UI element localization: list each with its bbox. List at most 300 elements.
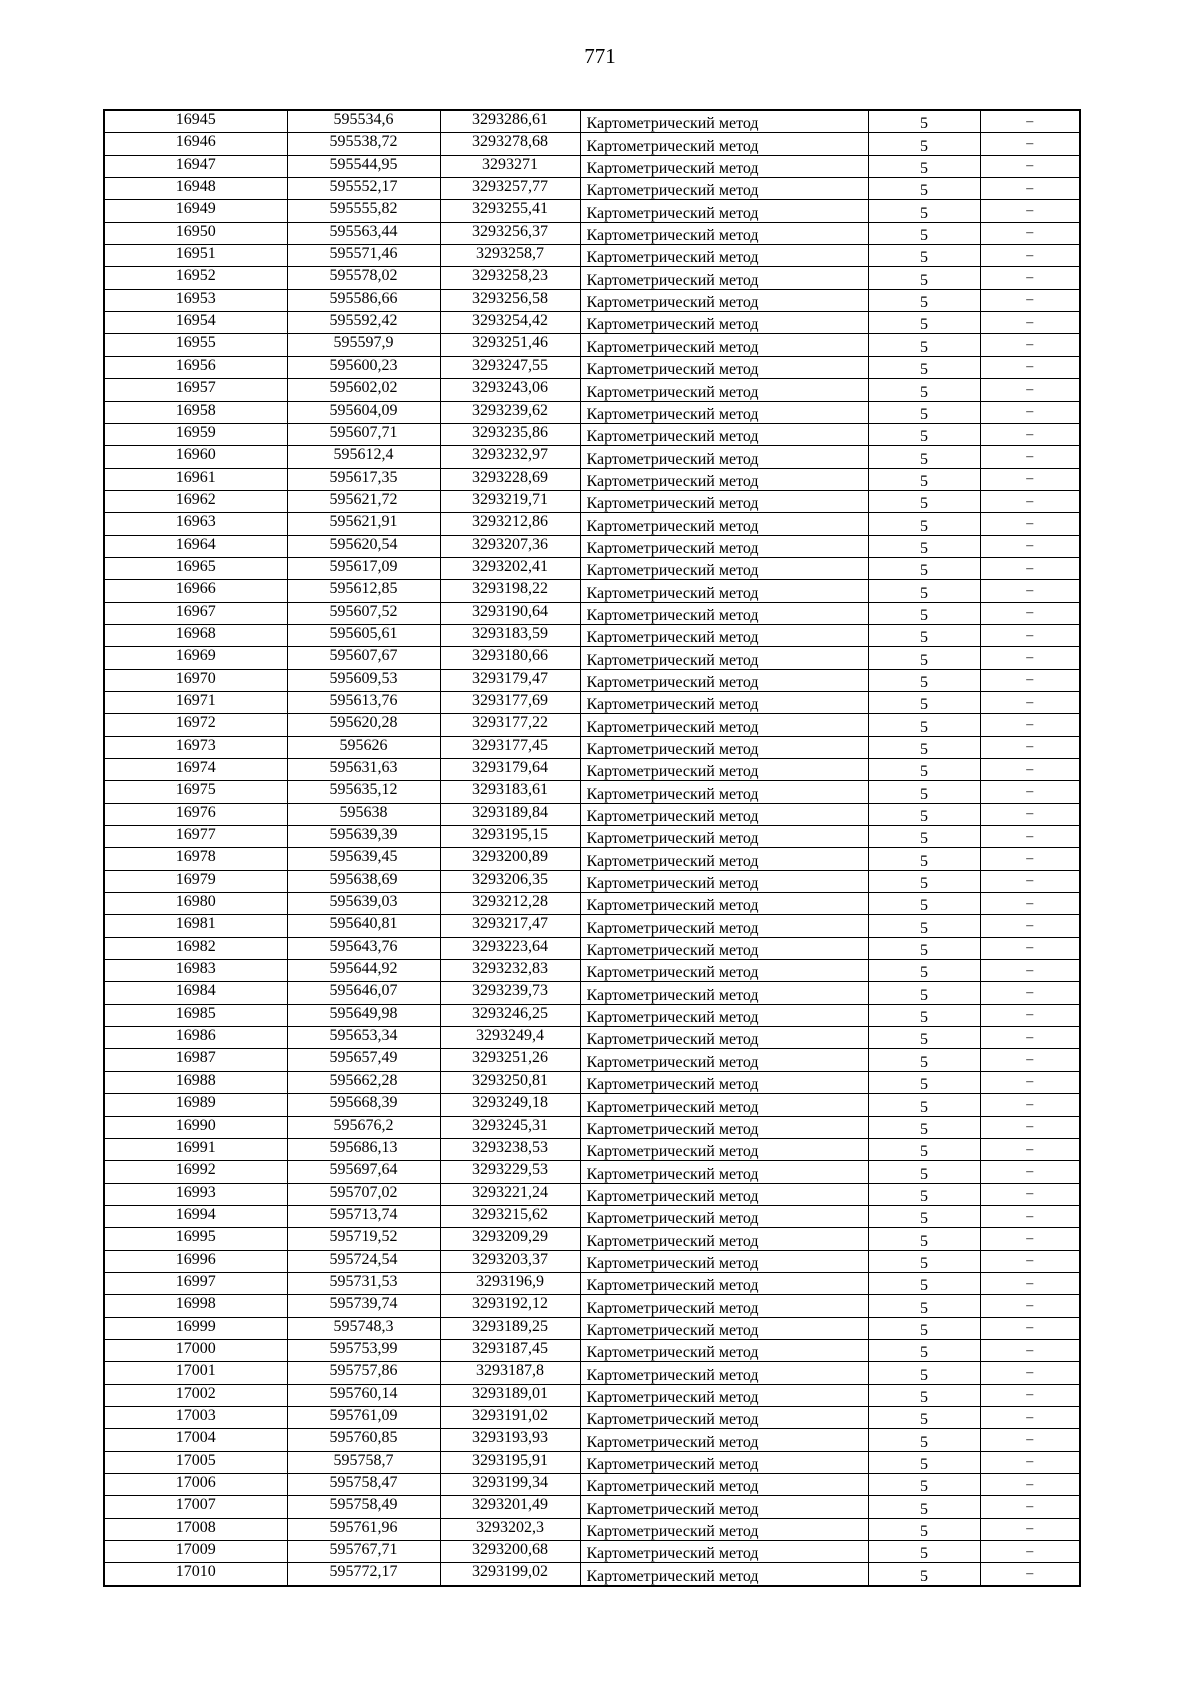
page-number: 771 xyxy=(584,44,616,68)
method-cell: Картометрический метод xyxy=(580,312,868,334)
accuracy-cell: 5 xyxy=(868,759,980,781)
method-cell: Картометрический метод xyxy=(580,245,868,267)
point-number-cell: 17005 xyxy=(104,1451,287,1473)
x-coordinate-cell: 595626 xyxy=(287,736,440,758)
x-coordinate-cell: 595772,17 xyxy=(287,1563,440,1586)
y-coordinate-cell: 3293209,29 xyxy=(440,1228,580,1250)
accuracy-cell: 5 xyxy=(868,1317,980,1339)
note-cell: – xyxy=(980,1317,1080,1339)
point-number-cell: 17009 xyxy=(104,1541,287,1563)
accuracy-cell: 5 xyxy=(868,848,980,870)
method-cell: Картометрический метод xyxy=(580,1094,868,1116)
accuracy-cell: 5 xyxy=(868,1518,980,1540)
y-coordinate-cell: 3293228,69 xyxy=(440,468,580,490)
method-cell: Картометрический метод xyxy=(580,468,868,490)
y-coordinate-cell: 3293177,22 xyxy=(440,714,580,736)
method-cell: Картометрический метод xyxy=(580,1161,868,1183)
point-number-cell: 16949 xyxy=(104,200,287,222)
accuracy-cell: 5 xyxy=(868,1384,980,1406)
x-coordinate-cell: 595758,49 xyxy=(287,1496,440,1518)
point-number-cell: 17003 xyxy=(104,1406,287,1428)
table-row xyxy=(104,624,1080,646)
accuracy-cell: 5 xyxy=(868,1496,980,1518)
note-cell: – xyxy=(980,1004,1080,1026)
note-cell: – xyxy=(980,1116,1080,1138)
point-number-cell: 16962 xyxy=(104,490,287,512)
note-cell: – xyxy=(980,557,1080,579)
method-cell: Картометрический метод xyxy=(580,1384,868,1406)
x-coordinate-cell: 595758,47 xyxy=(287,1474,440,1496)
x-coordinate-cell: 595676,2 xyxy=(287,1116,440,1138)
table-row xyxy=(104,893,1080,915)
note-cell: – xyxy=(980,691,1080,713)
note-cell: – xyxy=(980,624,1080,646)
accuracy-cell: 5 xyxy=(868,1228,980,1250)
method-cell: Картометрический метод xyxy=(580,602,868,624)
method-cell: Картометрический метод xyxy=(580,1362,868,1384)
y-coordinate-cell: 3293251,46 xyxy=(440,334,580,356)
note-cell: – xyxy=(980,669,1080,691)
note-cell: – xyxy=(980,1272,1080,1294)
note-cell: – xyxy=(980,1451,1080,1473)
method-cell: Картометрический метод xyxy=(580,1339,868,1361)
method-cell: Картометрический метод xyxy=(580,893,868,915)
point-number-cell: 16982 xyxy=(104,937,287,959)
note-cell: – xyxy=(980,759,1080,781)
note-cell: – xyxy=(980,513,1080,535)
accuracy-cell: 5 xyxy=(868,1004,980,1026)
y-coordinate-cell: 3293183,61 xyxy=(440,781,580,803)
y-coordinate-cell: 3293243,06 xyxy=(440,379,580,401)
method-cell: Картометрический метод xyxy=(580,1027,868,1049)
method-cell: Картометрический метод xyxy=(580,736,868,758)
x-coordinate-cell: 595571,46 xyxy=(287,245,440,267)
table-row xyxy=(104,557,1080,579)
point-number-cell: 16979 xyxy=(104,870,287,892)
note-cell: – xyxy=(980,848,1080,870)
y-coordinate-cell: 3293189,84 xyxy=(440,803,580,825)
accuracy-cell: 5 xyxy=(868,289,980,311)
x-coordinate-cell: 595638 xyxy=(287,803,440,825)
point-number-cell: 16987 xyxy=(104,1049,287,1071)
table-row xyxy=(104,1228,1080,1250)
table-row xyxy=(104,580,1080,602)
x-coordinate-cell: 595607,71 xyxy=(287,423,440,445)
point-number-cell: 16967 xyxy=(104,602,287,624)
method-cell: Картометрический метод xyxy=(580,267,868,289)
accuracy-cell: 5 xyxy=(868,602,980,624)
note-cell: – xyxy=(980,1339,1080,1361)
point-number-cell: 16954 xyxy=(104,312,287,334)
method-cell: Картометрический метод xyxy=(580,580,868,602)
x-coordinate-cell: 595760,85 xyxy=(287,1429,440,1451)
method-cell: Картометрический метод xyxy=(580,1049,868,1071)
y-coordinate-cell: 3293246,25 xyxy=(440,1004,580,1026)
table-row xyxy=(104,423,1080,445)
method-cell: Картометрический метод xyxy=(580,133,868,155)
method-cell: Картометрический метод xyxy=(580,1451,868,1473)
accuracy-cell: 5 xyxy=(868,1474,980,1496)
note-cell: – xyxy=(980,1183,1080,1205)
note-cell: – xyxy=(980,356,1080,378)
method-cell: Картометрический метод xyxy=(580,1406,868,1428)
accuracy-cell: 5 xyxy=(868,647,980,669)
method-cell: Картометрический метод xyxy=(580,513,868,535)
note-cell: – xyxy=(980,1429,1080,1451)
x-coordinate-cell: 595604,09 xyxy=(287,401,440,423)
accuracy-cell: 5 xyxy=(868,401,980,423)
x-coordinate-cell: 595552,17 xyxy=(287,178,440,200)
table-row xyxy=(104,1362,1080,1384)
y-coordinate-cell: 3293189,25 xyxy=(440,1317,580,1339)
y-coordinate-cell: 3293200,89 xyxy=(440,848,580,870)
table-row xyxy=(104,848,1080,870)
x-coordinate-cell: 595760,14 xyxy=(287,1384,440,1406)
table-row xyxy=(104,669,1080,691)
y-coordinate-cell: 3293187,8 xyxy=(440,1362,580,1384)
x-coordinate-cell: 595757,86 xyxy=(287,1362,440,1384)
note-cell: – xyxy=(980,1474,1080,1496)
table-row xyxy=(104,759,1080,781)
note-cell: – xyxy=(980,1541,1080,1563)
y-coordinate-cell: 3293219,71 xyxy=(440,490,580,512)
y-coordinate-cell: 3293191,02 xyxy=(440,1406,580,1428)
table-row xyxy=(104,1094,1080,1116)
x-coordinate-cell: 595649,98 xyxy=(287,1004,440,1026)
y-coordinate-cell: 3293189,01 xyxy=(440,1384,580,1406)
point-number-cell: 16981 xyxy=(104,915,287,937)
table-row xyxy=(104,178,1080,200)
x-coordinate-cell: 595592,42 xyxy=(287,312,440,334)
note-cell: – xyxy=(980,1250,1080,1272)
table-row xyxy=(104,826,1080,848)
note-cell: – xyxy=(980,312,1080,334)
x-coordinate-cell: 595758,7 xyxy=(287,1451,440,1473)
accuracy-cell: 5 xyxy=(868,1138,980,1160)
accuracy-cell: 5 xyxy=(868,379,980,401)
point-number-cell: 16974 xyxy=(104,759,287,781)
note-cell: – xyxy=(980,401,1080,423)
note-cell: – xyxy=(980,155,1080,177)
y-coordinate-cell: 3293286,61 xyxy=(440,110,580,133)
y-coordinate-cell: 3293206,35 xyxy=(440,870,580,892)
point-number-cell: 16959 xyxy=(104,423,287,445)
point-number-cell: 16946 xyxy=(104,133,287,155)
x-coordinate-cell: 595731,53 xyxy=(287,1272,440,1294)
method-cell: Картометрический метод xyxy=(580,1205,868,1227)
note-cell: – xyxy=(980,1205,1080,1227)
accuracy-cell: 5 xyxy=(868,624,980,646)
note-cell: – xyxy=(980,289,1080,311)
method-cell: Картометрический метод xyxy=(580,222,868,244)
note-cell: – xyxy=(980,1406,1080,1428)
note-cell: – xyxy=(980,1496,1080,1518)
y-coordinate-cell: 3293239,73 xyxy=(440,982,580,1004)
note-cell: – xyxy=(980,1094,1080,1116)
table-row xyxy=(104,647,1080,669)
table-row xyxy=(104,602,1080,624)
table-row xyxy=(104,1250,1080,1272)
accuracy-cell: 5 xyxy=(868,714,980,736)
point-number-cell: 16985 xyxy=(104,1004,287,1026)
x-coordinate-cell: 595739,74 xyxy=(287,1295,440,1317)
table-row xyxy=(104,110,1080,133)
point-number-cell: 16975 xyxy=(104,781,287,803)
note-cell: – xyxy=(980,110,1080,133)
accuracy-cell: 5 xyxy=(868,803,980,825)
method-cell: Картометрический метод xyxy=(580,423,868,445)
accuracy-cell: 5 xyxy=(868,915,980,937)
y-coordinate-cell: 3293255,41 xyxy=(440,200,580,222)
method-cell: Картометрический метод xyxy=(580,960,868,982)
point-number-cell: 16978 xyxy=(104,848,287,870)
y-coordinate-cell: 3293232,97 xyxy=(440,446,580,468)
y-coordinate-cell: 3293207,36 xyxy=(440,535,580,557)
note-cell: – xyxy=(980,334,1080,356)
y-coordinate-cell: 3293183,59 xyxy=(440,624,580,646)
method-cell: Картометрический метод xyxy=(580,1183,868,1205)
method-cell: Картометрический метод xyxy=(580,557,868,579)
table-row xyxy=(104,1496,1080,1518)
y-coordinate-cell: 3293203,37 xyxy=(440,1250,580,1272)
x-coordinate-cell: 595534,6 xyxy=(287,110,440,133)
y-coordinate-cell: 3293223,64 xyxy=(440,937,580,959)
note-cell: – xyxy=(980,960,1080,982)
point-number-cell: 16980 xyxy=(104,893,287,915)
method-cell: Картометрический метод xyxy=(580,803,868,825)
accuracy-cell: 5 xyxy=(868,423,980,445)
x-coordinate-cell: 595602,02 xyxy=(287,379,440,401)
table-row xyxy=(104,1071,1080,1093)
accuracy-cell: 5 xyxy=(868,1071,980,1093)
x-coordinate-cell: 595631,63 xyxy=(287,759,440,781)
point-number-cell: 16966 xyxy=(104,580,287,602)
table-row xyxy=(104,1474,1080,1496)
x-coordinate-cell: 595719,52 xyxy=(287,1228,440,1250)
y-coordinate-cell: 3293251,26 xyxy=(440,1049,580,1071)
point-number-cell: 17004 xyxy=(104,1429,287,1451)
y-coordinate-cell: 3293199,02 xyxy=(440,1563,580,1586)
y-coordinate-cell: 3293249,4 xyxy=(440,1027,580,1049)
x-coordinate-cell: 595653,34 xyxy=(287,1027,440,1049)
point-number-cell: 16973 xyxy=(104,736,287,758)
method-cell: Картометрический метод xyxy=(580,915,868,937)
x-coordinate-cell: 595639,45 xyxy=(287,848,440,870)
table-row xyxy=(104,1004,1080,1026)
y-coordinate-cell: 3293198,22 xyxy=(440,580,580,602)
method-cell: Картометрический метод xyxy=(580,1272,868,1294)
accuracy-cell: 5 xyxy=(868,1049,980,1071)
point-number-cell: 17006 xyxy=(104,1474,287,1496)
y-coordinate-cell: 3293192,12 xyxy=(440,1295,580,1317)
table-row xyxy=(104,982,1080,1004)
table-row xyxy=(104,267,1080,289)
point-number-cell: 16968 xyxy=(104,624,287,646)
table-row xyxy=(104,781,1080,803)
point-number-cell: 16986 xyxy=(104,1027,287,1049)
method-cell: Картометрический метод xyxy=(580,178,868,200)
accuracy-cell: 5 xyxy=(868,1272,980,1294)
table-row xyxy=(104,714,1080,736)
method-cell: Картометрический метод xyxy=(580,535,868,557)
x-coordinate-cell: 595686,13 xyxy=(287,1138,440,1160)
point-number-cell: 16955 xyxy=(104,334,287,356)
accuracy-cell: 5 xyxy=(868,535,980,557)
y-coordinate-cell: 3293180,66 xyxy=(440,647,580,669)
table-row xyxy=(104,1295,1080,1317)
accuracy-cell: 5 xyxy=(868,200,980,222)
y-coordinate-cell: 3293193,93 xyxy=(440,1429,580,1451)
x-coordinate-cell: 595597,9 xyxy=(287,334,440,356)
table-row xyxy=(104,289,1080,311)
method-cell: Картометрический метод xyxy=(580,691,868,713)
x-coordinate-cell: 595767,71 xyxy=(287,1541,440,1563)
method-cell: Картометрический метод xyxy=(580,1541,868,1563)
table-row xyxy=(104,1205,1080,1227)
x-coordinate-cell: 595761,96 xyxy=(287,1518,440,1540)
point-number-cell: 17008 xyxy=(104,1518,287,1540)
table-row xyxy=(104,1339,1080,1361)
x-coordinate-cell: 595753,99 xyxy=(287,1339,440,1361)
method-cell: Картометрический метод xyxy=(580,647,868,669)
point-number-cell: 16951 xyxy=(104,245,287,267)
note-cell: – xyxy=(980,423,1080,445)
accuracy-cell: 5 xyxy=(868,468,980,490)
accuracy-cell: 5 xyxy=(868,312,980,334)
table-row xyxy=(104,736,1080,758)
note-cell: – xyxy=(980,1027,1080,1049)
note-cell: – xyxy=(980,937,1080,959)
table-row xyxy=(104,1563,1080,1586)
x-coordinate-cell: 595646,07 xyxy=(287,982,440,1004)
method-cell: Картометрический метод xyxy=(580,1295,868,1317)
note-cell: – xyxy=(980,1161,1080,1183)
method-cell: Картометрический метод xyxy=(580,759,868,781)
table-row xyxy=(104,1272,1080,1294)
accuracy-cell: 5 xyxy=(868,580,980,602)
accuracy-cell: 5 xyxy=(868,1339,980,1361)
accuracy-cell: 5 xyxy=(868,1406,980,1428)
y-coordinate-cell: 3293245,31 xyxy=(440,1116,580,1138)
table-row xyxy=(104,401,1080,423)
method-cell: Картометрический метод xyxy=(580,1496,868,1518)
point-number-cell: 16976 xyxy=(104,803,287,825)
table-row xyxy=(104,870,1080,892)
method-cell: Картометрический метод xyxy=(580,1004,868,1026)
accuracy-cell: 5 xyxy=(868,982,980,1004)
y-coordinate-cell: 3293187,45 xyxy=(440,1339,580,1361)
y-coordinate-cell: 3293212,86 xyxy=(440,513,580,535)
point-number-cell: 17010 xyxy=(104,1563,287,1586)
table-row xyxy=(104,1049,1080,1071)
method-cell: Картометрический метод xyxy=(580,334,868,356)
point-number-cell: 16984 xyxy=(104,982,287,1004)
note-cell: – xyxy=(980,1384,1080,1406)
accuracy-cell: 5 xyxy=(868,669,980,691)
point-number-cell: 16956 xyxy=(104,356,287,378)
y-coordinate-cell: 3293177,45 xyxy=(440,736,580,758)
x-coordinate-cell: 595612,4 xyxy=(287,446,440,468)
x-coordinate-cell: 595607,52 xyxy=(287,602,440,624)
table-row xyxy=(104,356,1080,378)
point-number-cell: 16971 xyxy=(104,691,287,713)
y-coordinate-cell: 3293258,7 xyxy=(440,245,580,267)
y-coordinate-cell: 3293271 xyxy=(440,155,580,177)
note-cell: – xyxy=(980,1295,1080,1317)
table-row xyxy=(104,1317,1080,1339)
accuracy-cell: 5 xyxy=(868,446,980,468)
table-row xyxy=(104,200,1080,222)
table-row xyxy=(104,1116,1080,1138)
x-coordinate-cell: 595617,35 xyxy=(287,468,440,490)
accuracy-cell: 5 xyxy=(868,1027,980,1049)
method-cell: Картометрический метод xyxy=(580,1429,868,1451)
method-cell: Картометрический метод xyxy=(580,490,868,512)
method-cell: Картометрический метод xyxy=(580,1518,868,1540)
point-number-cell: 16972 xyxy=(104,714,287,736)
method-cell: Картометрический метод xyxy=(580,781,868,803)
y-coordinate-cell: 3293195,15 xyxy=(440,826,580,848)
method-cell: Картометрический метод xyxy=(580,848,868,870)
table-row xyxy=(104,312,1080,334)
x-coordinate-cell: 595640,81 xyxy=(287,915,440,937)
accuracy-cell: 5 xyxy=(868,937,980,959)
table-row xyxy=(104,334,1080,356)
table-row xyxy=(104,691,1080,713)
accuracy-cell: 5 xyxy=(868,155,980,177)
table-row xyxy=(104,133,1080,155)
method-cell: Картометрический метод xyxy=(580,1138,868,1160)
x-coordinate-cell: 595612,85 xyxy=(287,580,440,602)
x-coordinate-cell: 595635,12 xyxy=(287,781,440,803)
x-coordinate-cell: 595538,72 xyxy=(287,133,440,155)
table-row xyxy=(104,155,1080,177)
x-coordinate-cell: 595657,49 xyxy=(287,1049,440,1071)
accuracy-cell: 5 xyxy=(868,736,980,758)
method-cell: Картометрический метод xyxy=(580,714,868,736)
accuracy-cell: 5 xyxy=(868,178,980,200)
y-coordinate-cell: 3293217,47 xyxy=(440,915,580,937)
method-cell: Картометрический метод xyxy=(580,1250,868,1272)
x-coordinate-cell: 595668,39 xyxy=(287,1094,440,1116)
x-coordinate-cell: 595621,91 xyxy=(287,513,440,535)
x-coordinate-cell: 595724,54 xyxy=(287,1250,440,1272)
method-cell: Картометрический метод xyxy=(580,110,868,133)
table-row xyxy=(104,1518,1080,1540)
x-coordinate-cell: 595713,74 xyxy=(287,1205,440,1227)
point-number-cell: 16998 xyxy=(104,1295,287,1317)
table-row xyxy=(104,245,1080,267)
x-coordinate-cell: 595607,67 xyxy=(287,647,440,669)
x-coordinate-cell: 595617,09 xyxy=(287,557,440,579)
table-row xyxy=(104,1183,1080,1205)
point-number-cell: 16994 xyxy=(104,1205,287,1227)
table-row xyxy=(104,535,1080,557)
table-row xyxy=(104,1027,1080,1049)
y-coordinate-cell: 3293278,68 xyxy=(440,133,580,155)
point-number-cell: 16993 xyxy=(104,1183,287,1205)
accuracy-cell: 5 xyxy=(868,334,980,356)
accuracy-cell: 5 xyxy=(868,133,980,155)
x-coordinate-cell: 595697,64 xyxy=(287,1161,440,1183)
point-number-cell: 16963 xyxy=(104,513,287,535)
point-number-cell: 16996 xyxy=(104,1250,287,1272)
note-cell: – xyxy=(980,446,1080,468)
note-cell: – xyxy=(980,133,1080,155)
accuracy-cell: 5 xyxy=(868,1205,980,1227)
note-cell: – xyxy=(980,200,1080,222)
accuracy-cell: 5 xyxy=(868,893,980,915)
